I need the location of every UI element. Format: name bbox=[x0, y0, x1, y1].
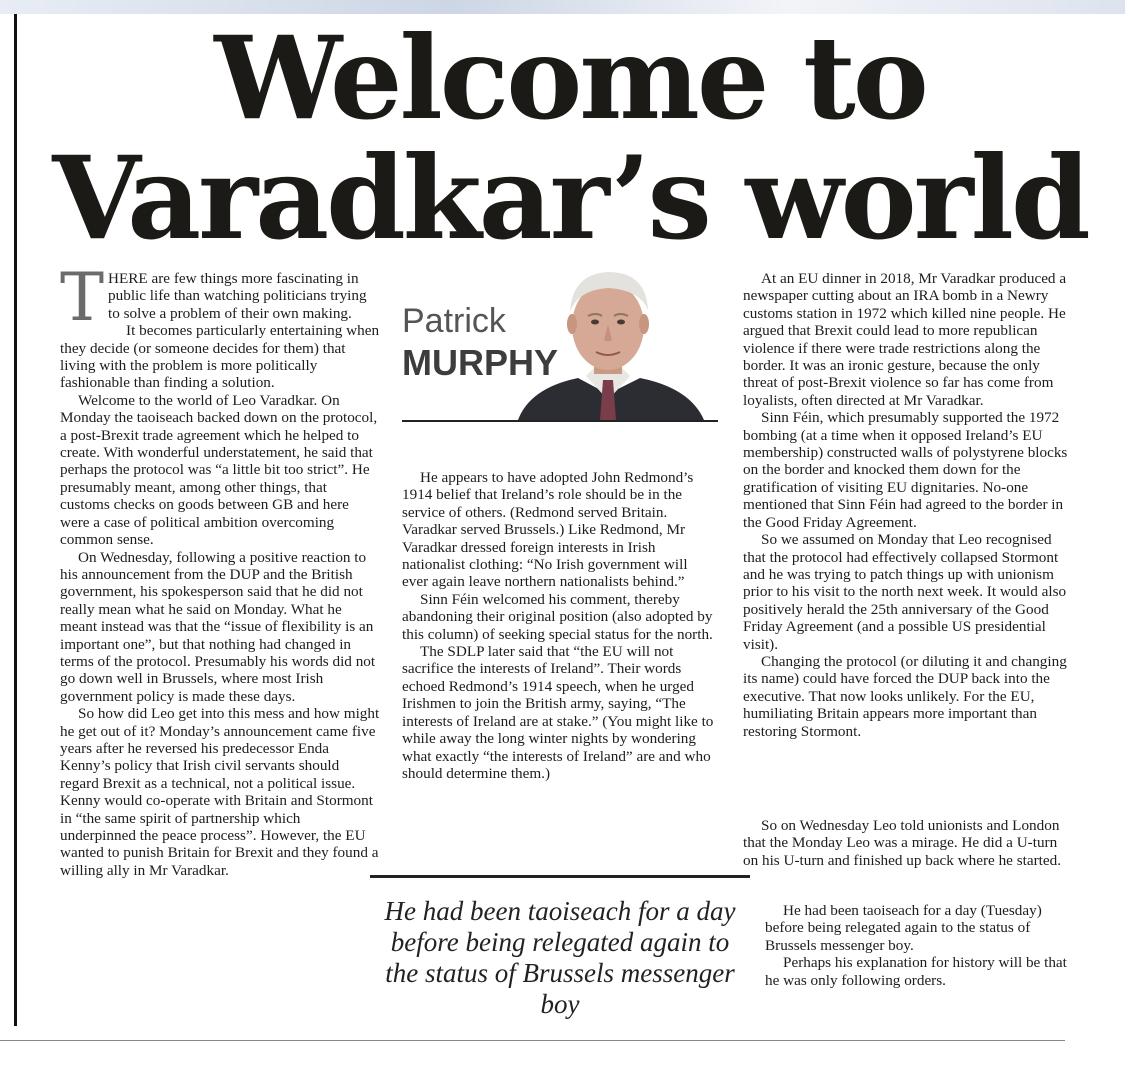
byline-rule bbox=[402, 420, 718, 422]
paragraph: So we assumed on Monday that Leo recognised that the protocol had effectively collapsed Stormont and he was trying to patch things up with unionism prior to his visit to the north next week. It would also positively herald the 25th anniversary of the Good Friday Agreement (and a possible US presidential visit). bbox=[743, 531, 1067, 653]
article-column-3 bbox=[743, 270, 1068, 740]
paragraph: On Wednesday, following a positive reaction to his announcement from the DUP and the British government, his spokesperson said that he did not really mean what he said on Monday. What he meant instead was that the “issue of flexibility is an important one”, but that nothing had changed in terms of the protocol. Presumably his words did not go down well in Brussels, where most Irish government policy is made these days. bbox=[60, 548, 376, 705]
byline-last-name: MURPHY bbox=[402, 342, 559, 383]
paragraph: Perhaps his explanation for history will be that he was only following orders. bbox=[765, 954, 1067, 989]
article-column-2 bbox=[402, 469, 714, 782]
paragraph: Sinn Féin welcomed his comment, thereby abandoning their original position (also adopted by this column) of seeking special status for the north. bbox=[402, 590, 713, 643]
paragraph: Welcome to the world of Leo Varadkar. On Monday the taoiseach backed down on the protocol, a post-Brexit trade agreement which he helped to create. With wonderful understatement, he said that perhaps the protocol was “a little bit too strict”. He presumably meant, among other things, that customs checks on goods between GB and here were a case of political ambition overcoming common sense. bbox=[60, 391, 378, 549]
paragraph: He appears to have adopted John Redmond’s 1914 belief that Ireland’s role should be in the service of others. (Redmond served Britain. Varadkar served Brussels.) Like Redmond, Mr Varadkar dressed foreign interests in Irish nationalist clothing: “No Irish government will ever again leave northern nationalists behind.” bbox=[402, 469, 694, 591]
paragraph: It becomes particularly entertaining when they decide (or someone decides for them) that living with the problem is more politically fashionable than finding a solution. bbox=[60, 322, 380, 392]
paragraph: At an EU dinner in 2018, Mr Varadkar produced a newspaper cutting about an IRA bomb in a Newry customs station in 1972 which killed nine people. He argued that Brexit could lead to more republican violence if there were trade restrictions along the border. It was an ironic gesture, because the only threat of post-Brexit violence so far has come from loyalists, often directed at Mr Varadkar. bbox=[743, 270, 1067, 409]
author-photo bbox=[500, 260, 716, 420]
byline-first-name: Patrick bbox=[402, 302, 506, 340]
article-column-1 bbox=[60, 259, 380, 879]
left-column-rule bbox=[14, 14, 17, 1026]
paragraph: So on Wednesday Leo told unionists and London that the Monday Leo was a mirage. He did a U-turn on his U-turn and finished up back where he started. bbox=[743, 817, 1062, 869]
headline bbox=[30, 11, 1110, 265]
paragraph: Changing the protocol (or diluting it and changing its name) could have forced the DUP back into the executive. That now looks unlikely. For the EU, humiliating Britain appears more important than restoring Stormont. bbox=[743, 652, 1067, 740]
drop-cap: T bbox=[60, 259, 105, 336]
pull-quote-rule bbox=[370, 875, 750, 878]
paragraph: So how did Leo get into this mess and how might he get out of it? Monday’s announcement came five years after he reversed his predecessor Enda Kenny’s policy that Irish civil servants should regard Brexit as a technical, not a political issue. Kenny would co-operate with Britain and Stormont in “the same spirit of partnership which underpinned the peace process”. However, the EU wanted to punish Britain for Brexit and they found a willing ally in Mr Varadkar. bbox=[60, 705, 380, 879]
article-column-3-end bbox=[765, 902, 1068, 989]
paragraph: THERE are few things more fascinating in public life than watching politicians trying to solve a problem of their own making. bbox=[60, 259, 367, 336]
headline-line-1: Welcome to bbox=[214, 11, 926, 145]
paragraph: Sinn Féin, which presumably supported the 1972 bombing (at a time when it opposed Ireland’s EU membership) constructed walls of polystyrene blocks on the border and knocked them down for the gratification of visiting EU dignitaries. No-one mentioned that Sinn Féin had agreed to the border in the Good Friday Agreement. bbox=[743, 409, 1068, 531]
headline-line-2: Varadkar’s world bbox=[52, 131, 1088, 265]
paragraph: He had been taoiseach for a day (Tuesday) before being relegated again to the status of Brussels messenger boy. bbox=[765, 902, 1042, 954]
article-column-3-continued bbox=[743, 817, 1068, 869]
paragraph: The SDLP later said that “the EU will not sacrifice the interests of Ireland”. Their words echoed Redmond’s 1914 speech, when he urged Irishmen to join the British army, saying, “The interests of Ireland are at stake.” (You might like to while away the long winter nights by wondering what exactly “the interests of Ireland” are and who should determine them.) bbox=[402, 643, 714, 782]
bottom-rule bbox=[0, 1040, 1065, 1041]
pull-quote: He had been taoiseach for a day before being relegated again to the status of Brussels messenger boy bbox=[384, 896, 736, 1019]
